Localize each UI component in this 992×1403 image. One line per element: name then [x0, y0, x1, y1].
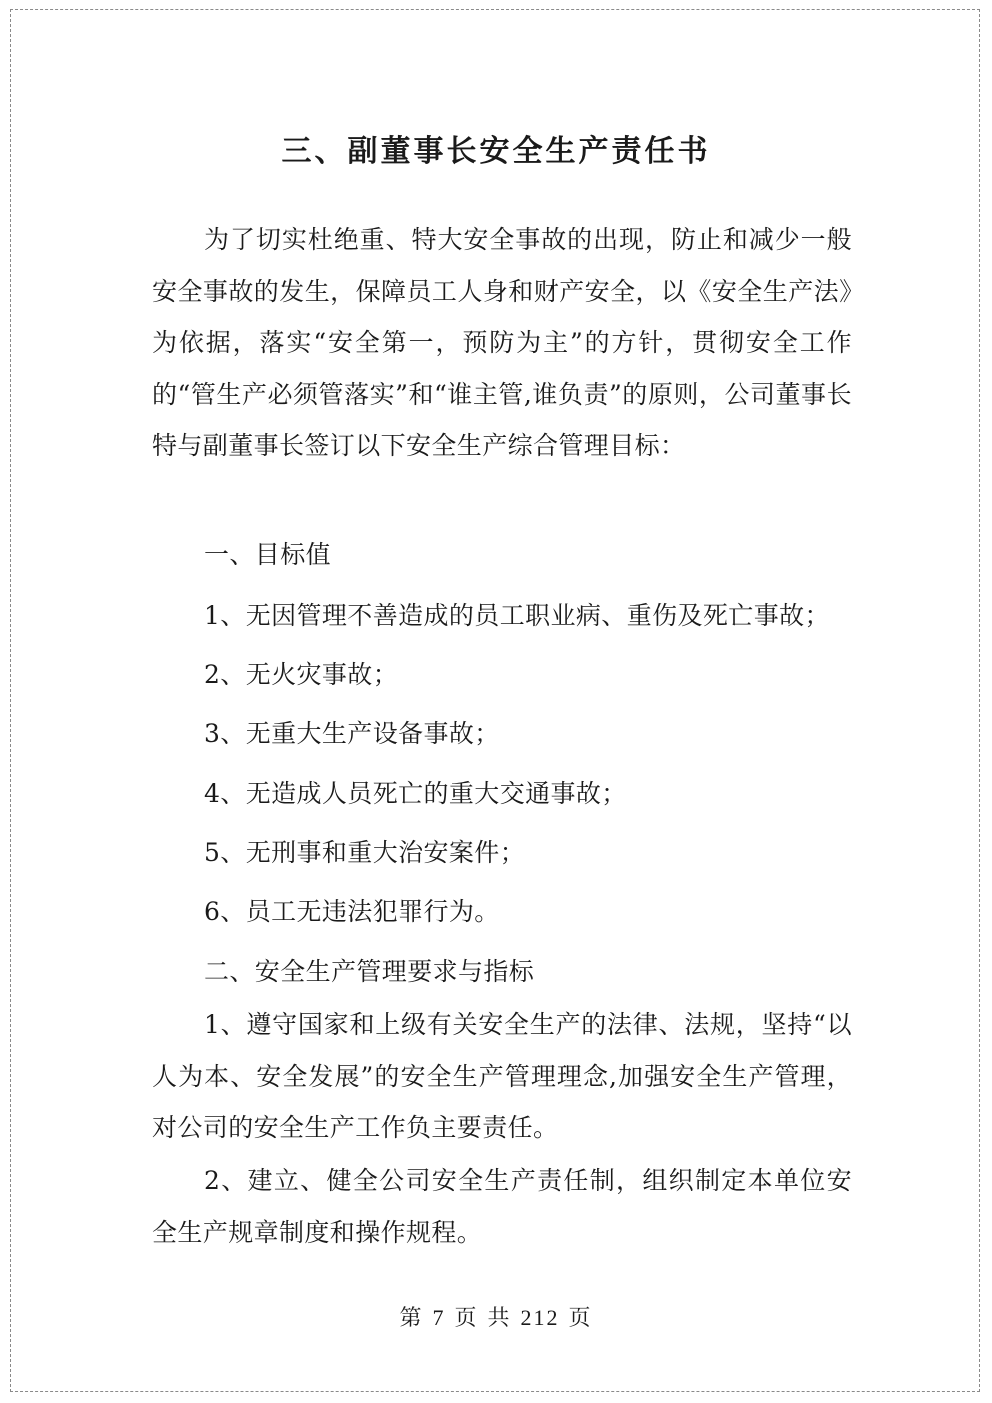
- section-2-heading: 二、安全生产管理要求与指标: [204, 957, 535, 986]
- document-title: 三、副董事长安全生产责任书: [281, 134, 711, 169]
- target-item-6: 6、员工无违法犯罪行为。: [204, 897, 500, 926]
- footer-page-number: 7: [432, 1305, 446, 1330]
- requirement-item-1: 1、遵守国家和上级有关安全生产的法律、法规，坚持“以人为本、安全发展”的安全生产管理理念,加强安全生产管理，对公司的安全生产工作负主要责任。: [152, 1010, 852, 1142]
- page-footer: [0, 1300, 992, 1337]
- intro-paragraph: 为了切实杜绝重、特大安全事故的出现，防止和减少一般安全事故的发生，保障员工人身和财产安全，以《安全生产法》为依据，落实“安全第一，预防为主”的方针，贯彻安全工作的“管生产必须管落实”和“谁主管,谁负责”的原则，公司董事长特与副董事长签订以下安全生产综合管理目标：: [152, 225, 852, 460]
- target-item-5: 5、无刑事和重大治安案件；: [204, 838, 526, 867]
- target-item-1: 1、无因管理不善造成的员工职业病、重伤及死亡事故；: [204, 601, 830, 630]
- target-item-4: 4、无造成人员死亡的重大交通事故；: [204, 779, 627, 808]
- target-item-3: 3、无重大生产设备事故；: [204, 719, 500, 748]
- footer-middle: 页 共: [454, 1306, 512, 1331]
- footer-total-pages: 212: [520, 1305, 560, 1330]
- footer-suffix: 页: [568, 1306, 593, 1331]
- section-1-heading: 一、目标值: [204, 540, 332, 569]
- footer-prefix: 第: [399, 1306, 424, 1331]
- requirement-item-2: 2、建立、健全公司安全生产责任制，组织制定本单位安全生产规章制度和操作规程。: [152, 1166, 852, 1247]
- target-item-2: 2、无火灾事故；: [204, 660, 399, 689]
